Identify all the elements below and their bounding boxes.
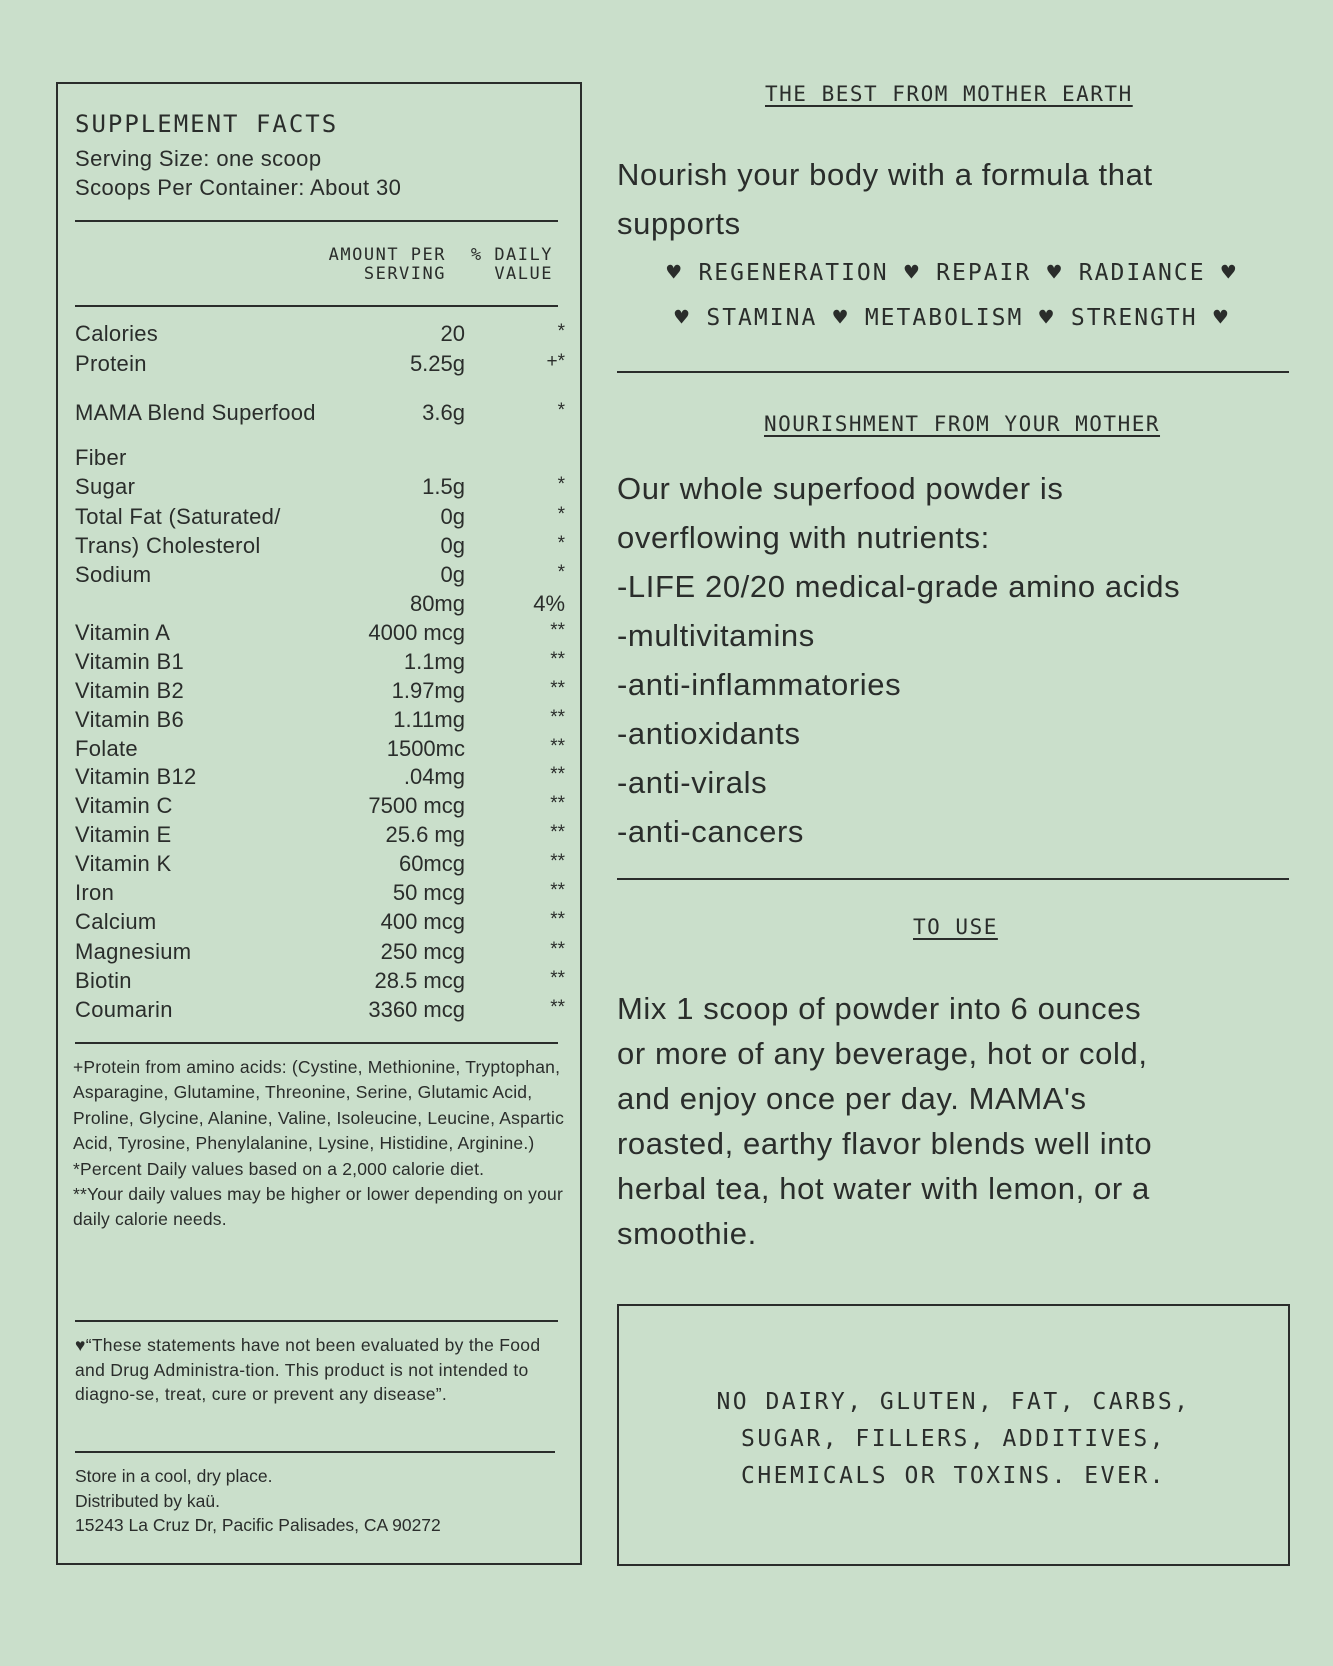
free-from-line2: SUGAR, FILLERS, ADDITIVES, [740, 1426, 1167, 1452]
address-text: 15243 La Cruz Dr, Pacific Palisades, CA 90272 [75, 1515, 441, 1535]
nutrient-amount: 1.97mg [391, 678, 465, 703]
nutrient-amount: 4000 mcg [368, 620, 465, 645]
nutrient-amount: 50 mcg [392, 880, 465, 905]
column-header-amount-line1: AMOUNT PER [328, 245, 446, 265]
serving-info [75, 144, 401, 202]
nourishment-line: Our whole superfood powder is [617, 471, 1064, 506]
nutrient-row [75, 533, 575, 562]
nutrient-daily-value: ** [550, 997, 565, 1018]
nutrient-row [75, 880, 575, 909]
nutrient-name: Vitamin B12 [75, 764, 197, 789]
fda-statement: ♥“These statements have not been evaluated by the Food and Drug Administra-tion. This product is not intended to diagno-se, treat, cure or prevent any disease”. [75, 1335, 541, 1404]
to-use-line: Mix 1 scoop of powder into 6 ounces [617, 991, 1142, 1026]
nourishment-line: -antioxidants [617, 716, 801, 751]
nutrient-row [75, 736, 575, 765]
footnote-protein: +Protein from amino acids: (Cystine, Methionine, Tryptophan, Asparagine, Glutamine, Threonine, Serine, Glutamic Acid, Proline, Glycine, Alanine, Valine, Isoleucine, Leucine, Aspartic Acid, Tyrosine, Phenylalanine, Lysine, Histidine, Arginine.) [73, 1057, 565, 1154]
nutrient-amount: 1.5g [422, 474, 465, 499]
nutrient-name: MAMA Blend Superfood [75, 400, 316, 425]
nutrient-row [75, 351, 575, 380]
nourishment-line: overflowing with nutrients: [617, 520, 990, 555]
column-header-amount [329, 246, 446, 284]
to-use-line: roasted, earthy flavor blends well into [617, 1126, 1153, 1161]
nutrient-daily-value: ** [550, 736, 565, 757]
column-header-dv-line2: VALUE [494, 264, 553, 284]
nourishment-line: -anti-inflammatories [617, 667, 902, 702]
to-use-line: herbal tea, hot water with lemon, or a [617, 1171, 1150, 1206]
nutrient-row [75, 678, 575, 707]
nutrient-row [75, 321, 575, 350]
free-from-line3: CHEMICALS OR TOXINS. EVER. [740, 1463, 1167, 1489]
nutrient-name: Calcium [75, 909, 157, 934]
nutrient-amount: 3.6g [422, 400, 465, 425]
nutrient-name: Fiber [75, 445, 127, 470]
benefits-line-2: ♥ STAMINA ♥ METABOLISM ♥ STRENGTH ♥ [674, 305, 1230, 331]
nutrient-row [75, 400, 575, 429]
nourishment-line: -anti-virals [617, 765, 768, 800]
free-from-text [619, 1384, 1288, 1495]
divider [617, 371, 1289, 373]
nutrient-daily-value: ** [550, 939, 565, 960]
nutrient-amount: 60mcg [398, 851, 465, 876]
benefits-line-1: ♥ REGENERATION ♥ REPAIR ♥ RADIANCE ♥ [666, 260, 1238, 286]
nutrient-daily-value: +* [546, 351, 565, 372]
nutrient-name: Trans) Cholesterol [75, 533, 261, 558]
nutrient-daily-value: * [557, 400, 565, 421]
to-use-line: or more of any beverage, hot or cold, [617, 1036, 1148, 1071]
column-header-dv-line1: % DAILY [470, 245, 553, 265]
nutrient-name: Calories [75, 321, 159, 346]
best-intro [617, 150, 1307, 248]
column-header-amount-line2: SERVING [363, 264, 446, 284]
nutrient-name: Sodium [75, 562, 152, 587]
nutrient-amount: 25.6 mg [385, 822, 465, 847]
nutrient-row [75, 822, 575, 851]
nutrient-name: Biotin [75, 968, 132, 993]
nutrient-daily-value: ** [550, 793, 565, 814]
nutrient-daily-value: * [557, 321, 565, 342]
to-use-line: smoothie. [617, 1216, 757, 1251]
nutrient-daily-value: ** [550, 620, 565, 641]
column-header-daily-value [471, 246, 553, 284]
servings-per-container: Scoops Per Container: About 30 [75, 175, 402, 200]
nutrient-name: Folate [75, 736, 138, 761]
to-use-line: and enjoy once per day. MAMA's [617, 1081, 1087, 1116]
best-intro-line2: supports [617, 206, 741, 241]
free-from-line1: NO DAIRY, GLUTEN, FAT, CARBS, [716, 1389, 1191, 1415]
nutrient-amount: 250 mcg [380, 939, 465, 964]
nutrient-row [75, 474, 575, 503]
section-heading-to-use: TO USE [913, 915, 998, 939]
nourishment-line: -LIFE 20/20 medical-grade amino acids [617, 569, 1181, 604]
nutrient-amount: .04mg [403, 764, 465, 789]
nutrient-daily-value: 4% [533, 591, 565, 616]
nutrient-row [75, 445, 575, 474]
to-use-text [617, 986, 1307, 1256]
nutrient-daily-value: * [557, 474, 565, 495]
nutrient-name: Protein [75, 351, 147, 376]
footnote-daily: **Your daily values may be higher or lower depending on your daily calorie needs. [73, 1184, 563, 1230]
nutrient-name: Iron [75, 880, 115, 905]
nourishment-text [617, 464, 1307, 856]
nutrient-daily-value: ** [550, 968, 565, 989]
divider [75, 1042, 558, 1044]
nutrient-name: Vitamin A [75, 620, 171, 645]
footnote-percent: *Percent Daily values based on a 2,000 calorie diet. [73, 1158, 485, 1179]
storage-text: Store in a cool, dry place. [75, 1466, 273, 1486]
nutrient-amount: 28.5 mcg [374, 968, 465, 993]
nutrient-amount: 20 [440, 321, 465, 346]
nutrient-row [75, 562, 575, 591]
nutrient-daily-value: * [557, 562, 565, 583]
facts-title: SUPPLEMENT FACTS [75, 110, 339, 138]
nutrient-daily-value: ** [550, 851, 565, 872]
nutrient-amount: 5.25g [409, 351, 465, 376]
nourishment-line: -multivitamins [617, 618, 815, 653]
nutrient-amount: 1500mc [386, 736, 465, 761]
divider [617, 878, 1289, 880]
nutrient-row [75, 793, 575, 822]
nutrient-daily-value: ** [550, 909, 565, 930]
nutrient-daily-value: ** [550, 707, 565, 728]
nutrient-name: Vitamin B2 [75, 678, 184, 703]
nutrient-name: Vitamin B6 [75, 707, 184, 732]
distributor-text: Distributed by kaü. [75, 1490, 220, 1511]
nutrient-name: Vitamin B1 [75, 649, 184, 674]
nourishment-line: -anti-cancers [617, 814, 804, 849]
nutrient-daily-value: ** [550, 678, 565, 699]
nutrient-name: Vitamin K [75, 851, 172, 876]
nutrient-name: Coumarin [75, 997, 173, 1022]
nutrient-amount: 7500 mcg [368, 793, 465, 818]
nutrient-row [75, 764, 575, 793]
nutrient-daily-value: * [557, 533, 565, 554]
nutrient-daily-value: ** [550, 880, 565, 901]
nutrient-amount: 400 mcg [380, 909, 465, 934]
footnotes [73, 1055, 573, 1233]
best-intro-line1: Nourish your body with a formula that [617, 157, 1153, 192]
storage-info [75, 1464, 575, 1538]
divider [75, 1320, 558, 1322]
nutrient-daily-value: ** [550, 649, 565, 670]
nutrient-name: Vitamin C [75, 793, 173, 818]
section-heading-nourishment: NOURISHMENT FROM YOUR MOTHER [764, 412, 1161, 436]
divider [75, 220, 558, 222]
nutrient-row [75, 649, 575, 678]
nutrient-row [75, 707, 575, 736]
nutrient-daily-value: * [557, 504, 565, 525]
serving-size: Serving Size: one scoop [75, 146, 322, 171]
nutrient-name: Sugar [75, 474, 136, 499]
nutrient-name: Total Fat (Saturated/ [75, 504, 281, 529]
nutrient-row [75, 968, 575, 997]
nutrient-amount: 0g [440, 504, 465, 529]
free-from-box [617, 1304, 1290, 1566]
nutrient-daily-value: ** [550, 822, 565, 843]
nutrient-amount: 0g [440, 533, 465, 558]
divider [75, 1451, 555, 1453]
nutrient-row [75, 851, 575, 880]
nutrient-row [75, 504, 575, 533]
divider [75, 305, 558, 307]
nutrient-daily-value: ** [550, 764, 565, 785]
nutrient-amount: 3360 mcg [368, 997, 465, 1022]
nutrient-amount: 0g [440, 562, 465, 587]
supplement-facts-panel [56, 82, 582, 1565]
nutrient-name: Vitamin E [75, 822, 172, 847]
section-heading-best: THE BEST FROM MOTHER EARTH [765, 82, 1133, 106]
nutrient-row [75, 620, 575, 649]
nutrient-row [75, 909, 575, 938]
nutrient-amount: 80mg [409, 591, 465, 616]
nutrient-row [75, 939, 575, 968]
nutrient-row [75, 997, 575, 1026]
nutrient-name: Magnesium [75, 939, 192, 964]
nutrient-amount: 1.11mg [393, 707, 465, 732]
nutrient-row [75, 591, 575, 620]
nutrient-amount: 1.1mg [403, 649, 465, 674]
